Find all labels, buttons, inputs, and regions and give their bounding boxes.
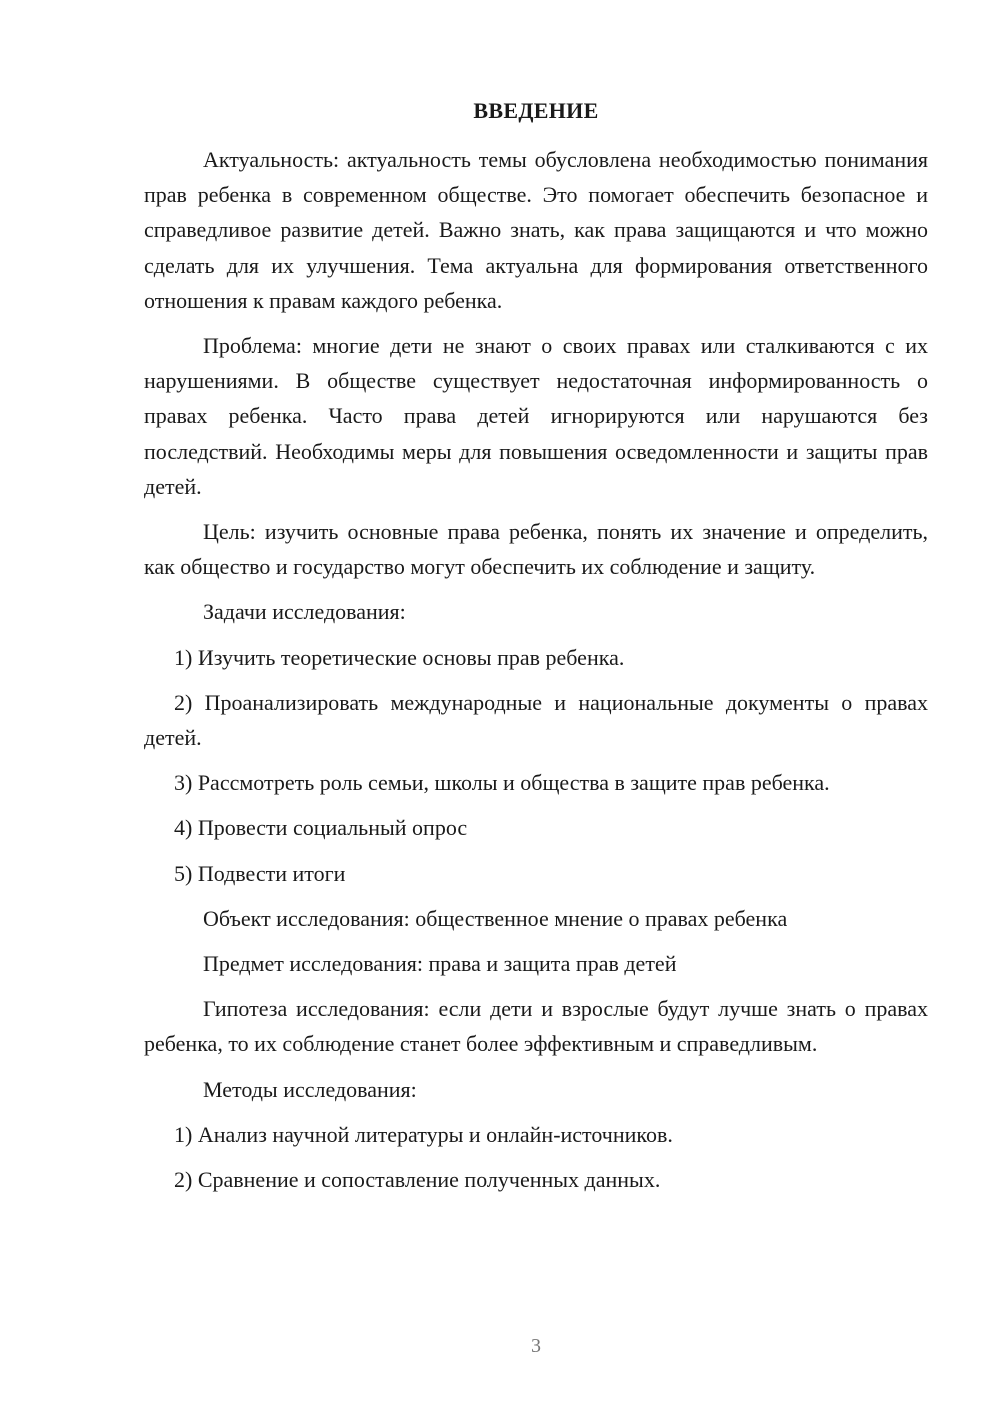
relevance-paragraph: Актуальность: актуальность темы обусловлена необходимостью понимания прав ребенка в современном обществе. Это помогает обеспечить безопасное и справедливое развитие детей. Важно знать, как права защищаются и что можно сделать для их улучшения. Тема актуальна для формирования ответственного отношения к правам каждого ребенка. bbox=[144, 147, 928, 313]
hypothesis-paragraph: Гипотеза исследования: если дети и взрослые будут лучше знать о правах ребенка, то их соблюдение станет более эффективным и справедливым. bbox=[144, 996, 928, 1057]
task-item: 1) Изучить теоретические основы прав ребенка. bbox=[174, 644, 625, 670]
page-number: 3 bbox=[531, 1335, 541, 1357]
tasks-title: Задачи исследования: bbox=[203, 599, 406, 625]
problem-paragraph: Проблема: многие дети не знают о своих правах или сталкиваются с их нарушениями. В обществе существует недостаточная информированность о правах ребенка. Часто права детей игнорируются или нарушаются без последствий. Необходимы меры для повышения осведомленности и защиты прав детей. bbox=[144, 333, 928, 499]
task-item: 2) Проанализировать международные и национальные документы о правах детей. bbox=[144, 689, 928, 751]
method-item: 1) Анализ научной литературы и онлайн-источников. bbox=[174, 1121, 673, 1147]
methods-title: Методы исследования: bbox=[203, 1076, 417, 1102]
task-item: 3) Рассмотреть роль семьи, школы и общества в защите прав ребенка. bbox=[174, 770, 830, 796]
subject-paragraph: Предмет исследования: права и защита прав детей bbox=[203, 951, 677, 977]
method-item: 2) Сравнение и сопоставление полученных данных. bbox=[174, 1167, 661, 1193]
object-paragraph: Объект исследования: общественное мнение о правах ребенка bbox=[203, 905, 788, 931]
section-heading: ВВЕДЕНИЕ bbox=[473, 98, 599, 123]
goal-paragraph: Цель: изучить основные права ребенка, понять их значение и определить, как общество и государство могут обеспечить их соблюдение и защиту. bbox=[144, 519, 928, 580]
task-item: 4) Провести социальный опрос bbox=[174, 815, 468, 841]
task-item: 5) Подвести итоги bbox=[174, 860, 346, 886]
document-body bbox=[144, 142, 928, 1207]
